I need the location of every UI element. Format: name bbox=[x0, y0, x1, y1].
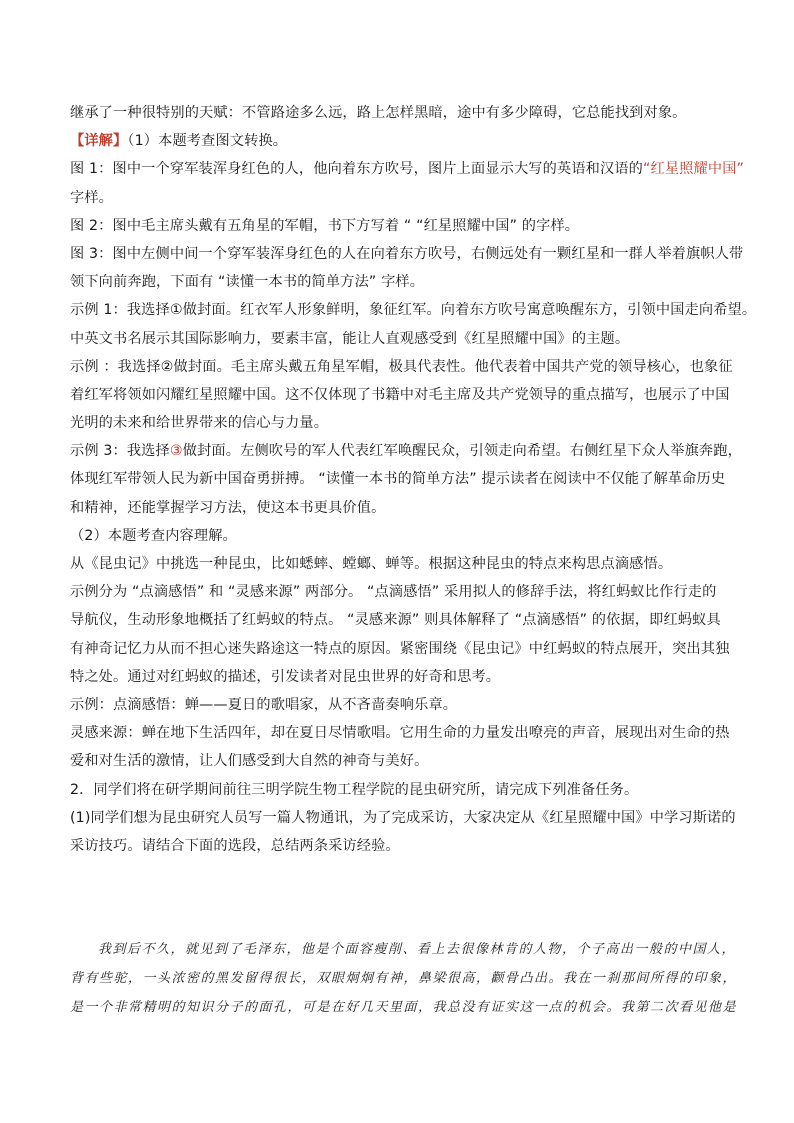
text-line bbox=[70, 693, 734, 717]
excerpt-passage bbox=[70, 935, 738, 1022]
line-text: 示例分为 “点滴感悟” 和 “灵感来源” 两部分。 “点滴感悟” 采用拟人的修辞手法，将红蚂蚁比作行走的 bbox=[70, 584, 717, 601]
line-text: 示例 ：我选择②做封面。毛主席头戴五角星军帽，极具代表性。他代表着中国共产党的领导核心，也象征 bbox=[70, 358, 733, 375]
text-line bbox=[70, 749, 734, 773]
line-text: （1）本题考查图文转换。 bbox=[127, 133, 288, 150]
line-text: 中英文书名展示其国际影响力，要素丰富，能让人直观感受到《红星照耀中国》的主题。 bbox=[70, 330, 630, 347]
text-line bbox=[70, 721, 734, 745]
line-text: 从《昆虫记》中挑选一种昆虫，比如蟋蟀、螳螂、蝉等。根据这种昆虫的特点来构思点滴感悟。 bbox=[70, 556, 673, 572]
text-line bbox=[70, 270, 734, 294]
text-line bbox=[70, 580, 734, 604]
text-line bbox=[70, 552, 734, 576]
line-text: 示例：点滴感悟：蝉——夏日的歌唱家，从不吝啬奏响乐章。 bbox=[70, 696, 458, 713]
line-text: 爱和对生活的激情，让人们感受到大自然的神奇与美好。 bbox=[70, 753, 429, 770]
text-line bbox=[70, 129, 734, 153]
text-line bbox=[70, 157, 745, 181]
line-text: 做封面。左侧吹号的军人代表红军唤醒民众，引领走向希望。右侧红星下众人举旗奔跑， bbox=[182, 443, 742, 460]
text-line bbox=[70, 242, 744, 266]
highlight-text: ③ bbox=[169, 443, 183, 460]
text-line bbox=[70, 101, 734, 125]
line-text: 图 3：图中左侧中间一个穿军装浑身红色的人在向着东方吹号，右侧远处有一颗红星和一群人举着旗帜人带 bbox=[70, 245, 744, 262]
passage-line: 背有些驼，一头浓密的黑发留得很长，双眼炯炯有神，鼻梁很高，颧骨凸出。我在一刹那间所得的印象， bbox=[70, 971, 738, 986]
text-line bbox=[70, 496, 734, 520]
line-text: 着红军将领如闪耀红星照耀中国。这不仅体现了书籍中对毛主席及共产党领导的重点描写，也展示了中国 bbox=[70, 386, 730, 403]
line-text: 示例 3：我选择 bbox=[70, 443, 170, 460]
line-text: (1)同学们想为昆虫研究人员写一篇人物通讯，为了完成采访，大家决定从《红星照耀中国》中学习斯诺的 bbox=[70, 809, 736, 826]
line-text: 字样。 bbox=[70, 189, 114, 206]
text-line bbox=[70, 467, 734, 491]
text-line bbox=[70, 383, 734, 407]
line-text: 特之处。通过对红蚂蚁的描述，引发读者对昆虫世界的好奇和思考。 bbox=[70, 668, 501, 685]
line-text: （2）本题考查内容理解。 bbox=[70, 527, 237, 544]
line-text: 继承了一种很特别的天赋：不管路途多么远，路上怎样黑暗，途中有多少障碍，它总能找到对象。 bbox=[70, 105, 687, 121]
text-line bbox=[70, 637, 734, 661]
line-text: 和精神，还能掌握学习方法，使这本书更具价值。 bbox=[70, 499, 386, 516]
text-line bbox=[70, 298, 757, 322]
line-text: 图 1：图中一个穿军装浑身红色的人，他向着东方吹号，图片上面显示大写的英语和汉语的 bbox=[70, 161, 644, 178]
line-text: 光明的未来和给世界带来的信心与力量。 bbox=[70, 415, 329, 432]
line-text: 导航仪，生动形象地概括了红蚂蚁的特点。 “灵感来源” 则具体解释了 “点滴感悟” 的依据，即红蚂蚁具 bbox=[70, 612, 721, 629]
text-line bbox=[70, 806, 734, 830]
line-text: 体现红军带领人民为新中国奋勇拼搏。 “读懂一本书的简单方法” 提示读者在阅读中不仅能了解革命历史 bbox=[70, 471, 726, 488]
text-line bbox=[70, 214, 734, 238]
line-text: 图 2：图中毛主席头戴有五角星的军帽，书下方写着 “ “红星照耀中国” 的字样。 bbox=[70, 217, 580, 234]
text-line bbox=[70, 186, 734, 210]
passage-line: 我到后不久，就见到了毛泽东，他是个面容瘦削、看上去很像林肯的人物，个子高出一般的中国人， bbox=[98, 942, 737, 957]
line-text: 2．同学们将在研学期间前往三明学院生物工程学院的昆虫研究所，请完成下列准备任务。 bbox=[70, 781, 639, 798]
text-line bbox=[70, 327, 734, 351]
text-line bbox=[70, 524, 734, 548]
text-line bbox=[70, 355, 734, 379]
line-text: 领下向前奔跑，下面有 “读懂一本书的简单方法” 字样。 bbox=[70, 274, 425, 291]
line-text: 有神奇记忆力从而不担心迷失路途这一特点的原因。紧密围绕《昆虫记》中红蚂蚁的特点展开，突出其独 bbox=[70, 640, 730, 657]
line-text: 示例 1：我选择①做封面。红衣军人形象鲜明，象征红军。向着东方吹号寓意唤醒东方，引领中国走向希望。 bbox=[70, 302, 757, 319]
line-text: 采访技巧。请结合下面的选段，总结两条采访经验。 bbox=[70, 837, 400, 854]
highlight-text: “红星照耀中国” bbox=[643, 161, 745, 178]
passage-line: 是一个非常精明的知识分子的面孔，可是在好几天里面，我总没有证实这一点的机会。我第二次看见他是 bbox=[70, 1000, 738, 1015]
text-line bbox=[70, 665, 734, 689]
detail-tag: 【详解】 bbox=[70, 133, 128, 150]
text-line bbox=[70, 608, 734, 632]
line-text: 灵感来源：蝉在地下生活四年，却在夏日尽情歌唱。它用生命的力量发出嘹亮的声音，展现出对生命的热 bbox=[70, 725, 730, 742]
answer-explanation bbox=[70, 101, 757, 862]
text-line bbox=[70, 439, 742, 463]
text-line bbox=[70, 778, 734, 802]
text-line bbox=[70, 411, 734, 435]
text-line bbox=[70, 834, 734, 858]
